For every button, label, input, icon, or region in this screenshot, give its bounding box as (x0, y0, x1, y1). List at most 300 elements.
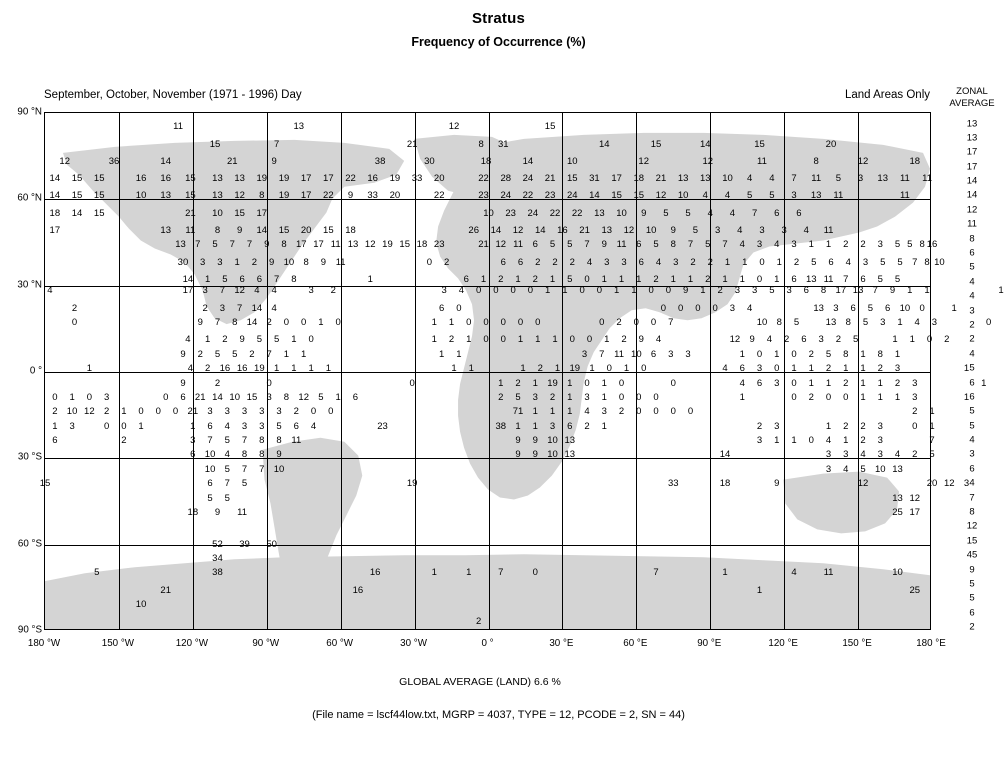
map-cell-value: 7 (791, 173, 797, 185)
map-cell-value: 5 (515, 391, 521, 403)
map-cell-value: 5 (273, 334, 280, 346)
map-cell-value: 14 (490, 224, 502, 236)
map-cell-value: 0 (678, 302, 684, 314)
map-cell-value: 11 (823, 567, 834, 579)
map-cell-value: 23 (544, 190, 556, 202)
map-cell-value: 1 (498, 377, 504, 389)
map-cell-value: 19 (569, 363, 581, 375)
map-cell-value: 14 (719, 449, 731, 461)
map-cell-value: 13 (594, 207, 605, 219)
map-cell-value: 7 (872, 285, 878, 297)
zonal-average-value: 2 (969, 621, 975, 633)
map-cell-value: 1 (273, 363, 280, 375)
zonal-average-value: 6 (969, 247, 975, 259)
map-cell-value: 33 (667, 478, 679, 490)
map-cell-value: 1 (722, 273, 728, 285)
map-cell-value: 4 (702, 190, 708, 202)
coverage-label: Land Areas Only (844, 89, 930, 101)
map-cell-value: 21 (579, 224, 590, 236)
map-cell-value: 0 (919, 302, 925, 314)
x-axis-tick-label: 150 °E (842, 638, 872, 649)
map-cell-value: 3 (843, 449, 849, 461)
map-cell-value: 10 (899, 302, 911, 314)
map-cell-value: 4 (655, 334, 662, 346)
map-cell-value: 6 (190, 449, 196, 461)
map-cell-value: 13 (700, 173, 711, 185)
map-cell-value: 0 (660, 302, 667, 314)
map-cell-value: 17 (256, 207, 268, 219)
map-cell-value: 9 (264, 239, 270, 251)
zonal-average-value: 4 (969, 290, 975, 302)
map-cell-value: 1 (860, 377, 866, 389)
map-cell-value: 11 (335, 256, 346, 268)
map-cell-value: 3 (685, 348, 691, 360)
map-cell-value: 0 (483, 317, 489, 329)
map-cell-value: 3 (200, 256, 206, 268)
map-cell-value: 11 (899, 190, 910, 202)
map-cell-value: 0 (426, 256, 433, 268)
map-cell-value: 0 (687, 406, 694, 418)
map-cell-value: 7 (241, 463, 248, 475)
map-cell-value: 4 (803, 224, 809, 236)
map-cell-value: 1 (515, 420, 521, 432)
map-cell-value: 6 (638, 256, 644, 268)
map-cell-value: 3 (791, 239, 797, 251)
global-average-label: GLOBAL AVERAGE (LAND) 6.6 % (399, 676, 561, 688)
map-cell-value: 1 (567, 377, 573, 389)
map-cell-value: 1 (860, 348, 866, 360)
map-cell-value: 23 (505, 207, 516, 219)
map-cell-value: 10 (66, 406, 78, 418)
map-cell-value: 39 (239, 538, 250, 550)
map-cell-value: 5 (256, 334, 262, 346)
map-cell-value: 22 (323, 190, 334, 202)
map-cell-value: 0 (579, 285, 585, 297)
map-cell-value: 5 (567, 273, 573, 285)
map-cell-value: 2 (690, 256, 696, 268)
map-cell-value: 2 (549, 391, 556, 403)
map-cell-value: 9 (269, 256, 275, 268)
map-cell-value: 5 (811, 256, 817, 268)
map-cell-value: 2 (249, 348, 255, 360)
map-cell-value: 24 (500, 190, 512, 202)
map-cell-value: 38 (374, 155, 386, 167)
map-cell-value: 2 (293, 406, 299, 418)
map-cell-value: 3 (862, 256, 869, 268)
map-cell-value: 7 (236, 302, 243, 314)
map-cell-value: 2 (266, 317, 272, 329)
map-cell-value: 16 (367, 173, 378, 185)
map-cell-value: 4 (774, 239, 780, 251)
map-cell-value: 0 (121, 420, 127, 432)
map-cell-value: 3 (241, 420, 248, 432)
map-cell-value: 2 (843, 239, 849, 251)
map-cell-value: 4 (224, 449, 230, 461)
map-cell-value: 7 (273, 138, 280, 150)
map-cell-value: 12 (234, 285, 245, 297)
map-cell-value: 0 (774, 363, 780, 375)
map-cell-value: 3 (581, 348, 588, 360)
map-cell-value: 17 (300, 173, 312, 185)
map-cell-value: 11 (757, 155, 767, 167)
map-cell-value: 1 (567, 406, 573, 418)
map-cell-value: 1 (774, 435, 780, 447)
map-cell-value: 24 (527, 207, 539, 219)
map-cell-value: 15 (544, 121, 556, 133)
map-cell-value: 17 (323, 173, 334, 185)
map-cell-value: 3 (877, 239, 883, 251)
x-axis-tick-label: 120 °E (768, 638, 798, 649)
map-cell-value: 3 (825, 463, 832, 475)
map-cell-value: 20 (433, 173, 445, 185)
map-cell-value: 17 (49, 224, 61, 236)
map-cell-value: 5 (567, 239, 573, 251)
map-cell-value: 7 (229, 239, 235, 251)
map-cell-value: 16 (135, 173, 147, 185)
map-cell-value: 15 (246, 391, 258, 403)
map-cell-value: 9 (532, 435, 538, 447)
cell-value-layer (39, 113, 1004, 629)
map-cell-value: 6 (532, 239, 538, 251)
map-cell-value: 3 (224, 406, 230, 418)
map-cell-value: 0 (409, 377, 415, 389)
zonal-average-value: 5 (969, 405, 975, 417)
x-axis-tick-label: 60 °W (326, 638, 354, 649)
map-cell-value: 4 (271, 302, 277, 314)
map-cell-value: 10 (892, 567, 903, 579)
map-cell-value: 0 (791, 391, 797, 403)
map-cell-value: 1 (532, 406, 538, 418)
map-cell-value: 0 (569, 334, 575, 346)
map-cell-value: 0 (665, 285, 672, 297)
map-cell-value: 10 (722, 173, 733, 185)
map-cell-value: 2 (498, 273, 504, 285)
map-cell-value: 16 (369, 567, 381, 579)
map-cell-value: 17 (611, 173, 622, 185)
map-cell-value: 0 (335, 317, 341, 329)
map-cell-value: 5 (897, 256, 903, 268)
map-cell-value: 0 (517, 317, 524, 329)
map-cell-value: 7 (929, 435, 935, 447)
map-cell-value: 3 (219, 302, 226, 314)
map-cell-value: 7 (241, 435, 248, 447)
zonal-average-value: 6 (969, 607, 975, 619)
map-cell-value: 1 (825, 239, 832, 251)
map-cell-value: 1 (567, 391, 573, 403)
map-cell-value: 1 (431, 567, 437, 579)
map-cell-value: 18 (49, 207, 61, 219)
map-cell-value: 1 (604, 334, 610, 346)
map-cell-value: 0 (532, 567, 538, 579)
map-cell-value: 9 (236, 224, 243, 236)
map-cell-value: 5 (862, 317, 869, 329)
map-cell-value: 11 (899, 173, 910, 185)
map-cell-value: 2 (717, 285, 723, 297)
map-cell-value: 2 (532, 273, 538, 285)
map-cell-value: 0 (308, 334, 314, 346)
map-cell-value: 0 (636, 391, 642, 403)
map-cell-value: 3 (714, 224, 721, 236)
map-cell-value: 2 (569, 256, 575, 268)
map-cell-value: 8 (877, 348, 883, 360)
map-cell-value: 2 (552, 256, 558, 268)
map-cell-value: 8 (919, 239, 925, 251)
map-cell-value: 7 (273, 273, 280, 285)
map-cell-value: 2 (621, 334, 627, 346)
map-cell-value: 0 (138, 406, 144, 418)
map-cell-value: 0 (266, 377, 272, 389)
map-cell-value: 2 (618, 406, 625, 418)
map-cell-value: 0 (791, 348, 797, 360)
map-cell-value: 1 (431, 317, 437, 329)
map-cell-value: 31 (497, 138, 509, 150)
map-cell-value: 8 (291, 273, 297, 285)
map-cell-value: 11 (291, 435, 302, 447)
zonal-average-value: 5 (969, 261, 975, 273)
map-cell-value: 1 (554, 363, 561, 375)
map-cell-value: 14 (49, 190, 61, 202)
map-cell-value: 19 (389, 173, 401, 185)
map-cell-value: 4 (458, 285, 465, 297)
map-cell-value: 1 (601, 420, 607, 432)
map-cell-value: 3 (825, 449, 832, 461)
map-cell-value: 3 (857, 173, 864, 185)
map-cell-value: 1 (301, 348, 307, 360)
map-cell-value: 22 (478, 173, 489, 185)
map-cell-value: 13 (234, 173, 245, 185)
map-cell-value: 13 (805, 273, 817, 285)
map-cell-value: 1 (601, 273, 607, 285)
map-cell-value: 1 (601, 377, 607, 389)
map-cell-value: 1 (456, 348, 462, 360)
map-cell-value: 9 (889, 285, 896, 297)
map-cell-value: 2 (537, 363, 543, 375)
map-cell-value: 0 (301, 317, 307, 329)
map-cell-value: 1 (552, 334, 558, 346)
map-cell-value: 13 (892, 463, 903, 475)
map-cell-value: 4 (894, 449, 901, 461)
map-cell-value: 3 (786, 285, 792, 297)
map-cell-value: 3 (734, 285, 740, 297)
map-cell-value: 5 (685, 207, 691, 219)
map-cell-value: 1 (929, 406, 935, 418)
map-cell-value: 2 (222, 334, 228, 346)
map-cell-value: 0 (759, 256, 765, 268)
map-cell-value: 1 (924, 285, 930, 297)
map-cell-value: 6 (52, 435, 58, 447)
map-cell-value: 1 (562, 285, 568, 297)
map-cell-value: 1 (613, 285, 620, 297)
map-cell-value: 15 (278, 224, 290, 236)
map-cell-value: 14 (160, 155, 172, 167)
map-cell-value: 1 (877, 391, 883, 403)
map-cell-value: 16 (219, 363, 231, 375)
map-cell-value: 14 (251, 302, 263, 314)
map-cell-value: 8 (820, 285, 827, 297)
map-cell-value: 3 (774, 420, 780, 432)
map-cell-value: 3 (833, 302, 839, 314)
map-cell-value: 4 (739, 239, 745, 251)
map-cell-value: 5 (224, 435, 230, 447)
map-cell-value: 2 (121, 435, 127, 447)
map-cell-value: 7 (195, 239, 201, 251)
map-cell-value: 18 (187, 507, 199, 518)
map-cell-value: 2 (912, 406, 918, 418)
map-cell-value: 14 (256, 224, 268, 236)
map-cell-value: 1 (670, 273, 676, 285)
map-cell-value: 5 (705, 239, 711, 251)
map-cell-value: 2 (214, 377, 221, 389)
map-cell-value: 20 (389, 190, 401, 202)
map-cell-value: 22 (549, 207, 561, 219)
map-cell-value: 13 (892, 492, 903, 504)
map-cell-value: 2 (103, 406, 110, 418)
chart-title: Stratus (471, 10, 526, 27)
x-axis-tick-label: 90 °E (697, 638, 722, 649)
map-cell-value: 5 (907, 239, 913, 251)
map-cell-value: 1 (451, 363, 457, 375)
zonal-average-value: 4 (969, 477, 975, 489)
map-cell-value: 2 (705, 273, 711, 285)
map-cell-value: 1 (544, 285, 551, 297)
map-cell-value: 5 (241, 478, 248, 490)
map-cell-value: 10 (616, 207, 627, 219)
map-cell-value: 7 (843, 273, 849, 285)
map-cell-value: 13 (677, 173, 689, 185)
map-cell-value: 7 (224, 478, 230, 490)
map-cell-value: 0 (843, 391, 849, 403)
map-cell-value: 3 (241, 406, 248, 418)
map-cell-value: 2 (860, 239, 866, 251)
map-cell-value: 2 (251, 256, 258, 268)
zonal-average-value: 13 (966, 118, 978, 129)
file-note-label: (File name = lscf44low.txt, MGRP = 4037, TYPE = 12, PCODE = 2, SN = 44) (312, 709, 685, 721)
map-cell-value: 3 (756, 239, 763, 251)
map-cell-value: 4 (769, 173, 775, 185)
map-cell-value: 2 (475, 616, 482, 628)
map-cell-value: 5 (653, 239, 659, 251)
map-cell-value: 22 (522, 190, 534, 202)
map-cell-value: 5 (867, 302, 874, 314)
map-cell-value: 10 (566, 155, 578, 167)
zonal-average-value: 17 (966, 146, 978, 158)
map-cell-value: 19 (256, 173, 268, 185)
map-cell-value: 1 (808, 377, 814, 389)
map-cell-value: 1 (517, 334, 524, 346)
map-cell-value: 12 (655, 190, 667, 202)
map-cell-value: 2 (535, 256, 541, 268)
map-cell-value: 1 (687, 273, 694, 285)
map-cell-value: 2 (498, 391, 504, 403)
map-cell-value: 26 (468, 224, 479, 236)
zonal-average-value: 3 (969, 305, 975, 317)
map-cell-value: 0 (596, 285, 603, 297)
map-cell-value: 2 (202, 302, 208, 314)
map-cell-value: 3 (584, 391, 590, 403)
map-cell-value: 0 (618, 391, 625, 403)
map-cell-value: 13 (160, 190, 172, 202)
map-cell-value: 5 (207, 492, 213, 504)
map-cell-value: 1 (860, 363, 866, 375)
map-cell-value: 3 (759, 224, 765, 236)
map-cell-value: 13 (564, 435, 576, 447)
map-cell-value: 3 (190, 435, 196, 447)
map-cell-value: 7 (246, 239, 253, 251)
map-cell-value: 21 (544, 173, 556, 185)
zonal-average-value: 14 (966, 175, 978, 187)
map-cell-value: 10 (135, 599, 147, 611)
map-cell-value: 11 (823, 273, 834, 285)
map-cell-value: 9 (682, 285, 689, 297)
map-cell-value: 5 (793, 317, 800, 329)
map-cell-value: 7 (599, 348, 605, 360)
map-cell-value: 5 (825, 348, 832, 360)
map-cell-value: 14 (182, 273, 194, 285)
map-cell-value: 6 (650, 348, 657, 360)
map-cell-value: 5 (835, 173, 842, 185)
zonal-average-value: 3 (969, 448, 975, 460)
map-cell-value: 1 (722, 567, 728, 579)
map-cell-value: 11 (833, 190, 844, 202)
map-cell-value: 21 (160, 584, 172, 596)
map-cell-value: 1 (532, 377, 538, 389)
map-cell-value: 18 (345, 224, 356, 236)
zonal-average-value: 6 (969, 377, 975, 388)
map-cell-value: 1 (774, 348, 780, 360)
map-cell-value: 11 (614, 348, 625, 360)
map-cell-value: 4 (914, 317, 920, 329)
map-cell-value: 5 (318, 391, 324, 403)
map-cell-value: 1 (808, 363, 814, 375)
map-cell-value: 3 (207, 406, 213, 418)
map-cell-value: 12 (909, 492, 921, 504)
map-cell-value: 7 (259, 463, 265, 475)
map-cell-value: 0 (584, 377, 590, 389)
zonal-average-value: 6 (969, 463, 975, 475)
map-cell-value: 1 (283, 348, 290, 360)
map-cell-value: 20 (926, 478, 938, 490)
map-cell-value: 5 (929, 449, 935, 461)
map-cell-value: 5 (769, 190, 775, 202)
map-cell-value: 16 (926, 239, 938, 251)
map-cell-value: 0 (527, 285, 534, 297)
map-cell-value: 17 (909, 507, 921, 518)
map-cell-value: 0 (599, 317, 605, 329)
map-cell-value: 6 (239, 273, 245, 285)
map-cell-value: 31 (589, 173, 600, 185)
zonal-average-value: 8 (969, 233, 975, 245)
map-cell-value: 20 (825, 138, 837, 150)
map-cell-value: 14 (589, 190, 600, 202)
zonal-average-value: 5 (969, 592, 975, 604)
map-cell-value: 2 (330, 285, 336, 297)
map-cell-value: 13 (347, 239, 359, 251)
zonal-header-line2: AVERAGE (949, 98, 995, 109)
map-cell-value: 2 (783, 334, 790, 346)
map-cell-value: 1 (448, 317, 455, 329)
map-cell-value: 4 (187, 363, 194, 375)
map-cell-value: 9 (515, 449, 521, 461)
map-cell-value: 1 (291, 363, 297, 375)
map-cell-value: 71 (512, 406, 524, 418)
map-cell-value: 3 (308, 285, 314, 297)
map-cell-value: 9 (271, 155, 277, 167)
map-cell-value: 4 (737, 224, 743, 236)
map-cell-value: 23 (478, 190, 489, 202)
map-cell-value: 1 (466, 567, 472, 579)
map-cell-value: 5 (663, 207, 669, 219)
map-cell-value: 8 (845, 317, 851, 329)
